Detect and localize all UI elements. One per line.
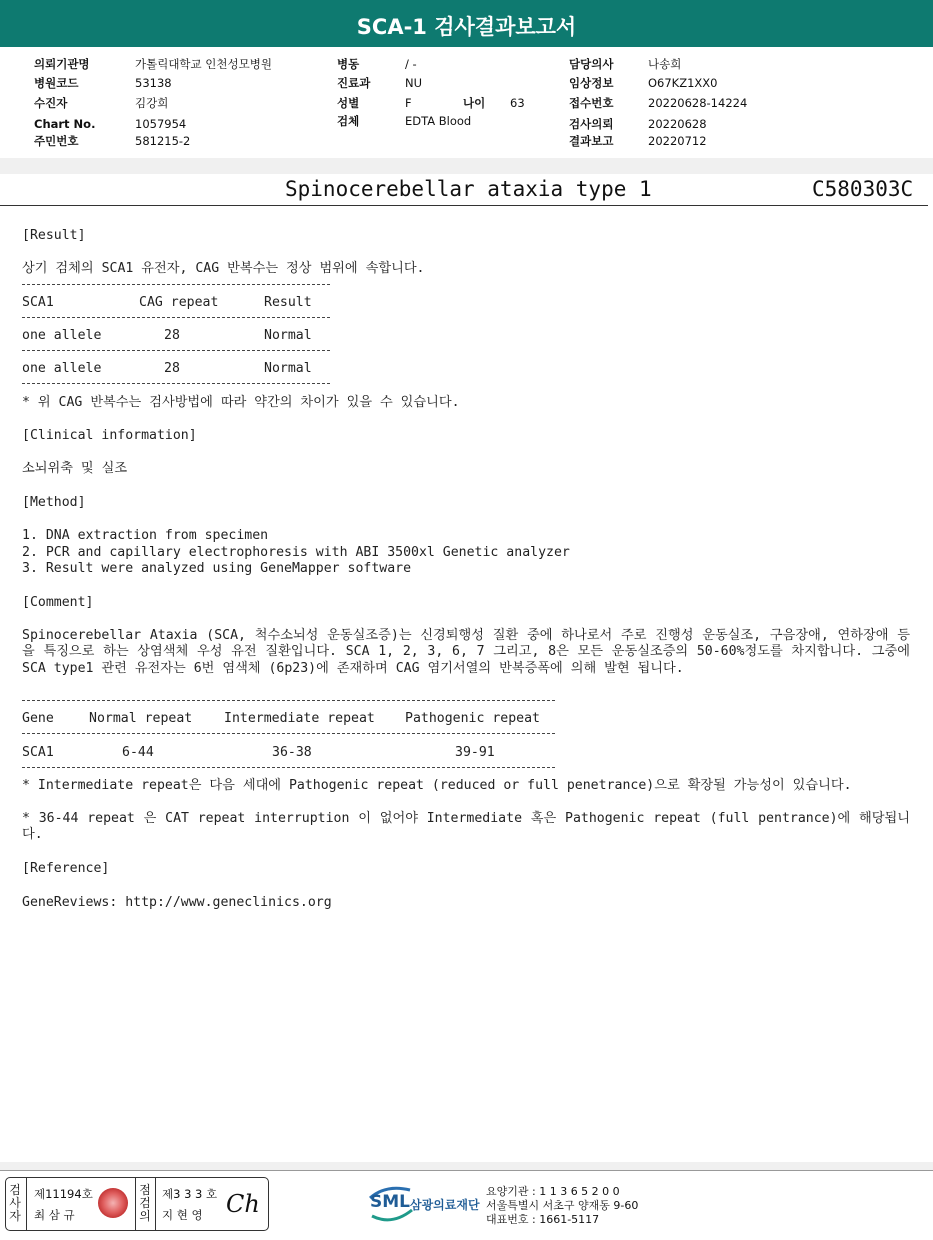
divider bbox=[22, 317, 330, 318]
divider bbox=[22, 700, 555, 701]
divider bbox=[22, 383, 330, 384]
test-name: Spinocerebellar ataxia type 1 bbox=[285, 177, 652, 201]
gene-col-intermediate: Intermediate repeat bbox=[224, 711, 375, 726]
value-clinical-info: O67KZ1XX0 bbox=[648, 76, 718, 90]
result-row2-result: Normal bbox=[264, 361, 312, 376]
sml-logo bbox=[366, 1184, 480, 1228]
institution-phone: 대표번호 : 1661-5117 bbox=[486, 1213, 600, 1226]
result-row2-repeat: 28 bbox=[164, 361, 180, 376]
footer-rule bbox=[0, 1170, 933, 1171]
tester-label: 검사자 bbox=[9, 1183, 21, 1223]
value-department: NU bbox=[405, 76, 423, 90]
label-resident-no: 주민번호 bbox=[34, 134, 79, 148]
value-physician: 나송희 bbox=[648, 57, 682, 71]
method-step-3: 3. Result were analyzed using GeneMapper software bbox=[22, 561, 412, 576]
result-heading: [Result] bbox=[22, 228, 86, 243]
official-seal-icon bbox=[98, 1188, 128, 1218]
title-rule bbox=[0, 205, 928, 206]
reviewer-signature: Ch bbox=[226, 1190, 260, 1218]
signature-box bbox=[5, 1177, 269, 1231]
label-request-date: 검사의뢰 bbox=[569, 117, 614, 131]
result-summary: 상기 검체의 SCA1 유전자, CAG 반복수는 정상 범위에 속합니다. bbox=[22, 261, 425, 276]
value-requesting-institution: 가톨릭대학교 인천성모병원 bbox=[135, 57, 272, 71]
method-heading: [Method] bbox=[22, 495, 86, 510]
divider bbox=[22, 733, 555, 734]
label-physician: 담당의사 bbox=[569, 57, 614, 71]
value-specimen: EDTA Blood bbox=[405, 114, 472, 128]
value-resident-no: 581215-2 bbox=[135, 134, 191, 148]
gene-row-gene: SCA1 bbox=[22, 745, 54, 760]
reviewer-name: 지 현 영 bbox=[162, 1208, 203, 1222]
value-patient: 김강희 bbox=[135, 96, 169, 110]
divider bbox=[135, 1178, 136, 1230]
comment-note-1: * Intermediate repeat은 다음 세대에 Pathogenic repeat (reduced or full penetrance)으로 확장될 가능성이 있습니다. bbox=[22, 778, 852, 793]
label-sex: 성별 bbox=[337, 96, 360, 110]
label-ward: 병동 bbox=[337, 57, 360, 71]
label-specimen: 검체 bbox=[337, 114, 360, 128]
method-step-1: 1. DNA extraction from specimen bbox=[22, 528, 269, 543]
gene-row-pathogenic: 39-91 bbox=[455, 745, 495, 760]
result-col-repeat: CAG repeat bbox=[139, 295, 219, 310]
result-note: * 위 CAG 반복수는 검사방법에 따라 약간의 차이가 있을 수 있습니다. bbox=[22, 395, 460, 410]
institution-code: 요양기관 : 1 1 3 6 5 2 0 0 bbox=[486, 1185, 620, 1198]
label-report-date: 결과보고 bbox=[569, 134, 614, 148]
reviewer-license: 제3 3 3 호 bbox=[162, 1187, 218, 1201]
result-row1-allele: one allele bbox=[22, 328, 102, 343]
value-report-date: 20220712 bbox=[648, 134, 707, 148]
institution-address: 서울특별시 서초구 양재동 9-60 bbox=[486, 1199, 639, 1212]
report-title: SCA-1 검사결과보고서 bbox=[356, 15, 577, 39]
divider bbox=[22, 350, 330, 351]
label-clinical-info: 임상정보 bbox=[569, 76, 614, 90]
comment-paragraph: Spinocerebellar Ataxia (SCA, 척수소뇌성 운동실조증)는 신경퇴행성 질환 중에 하나로서 주로 진행성 운동실조, 구음장애, 연하장애 등을 특징으로 하는 상염색체 우성 유전 질환입니다. SCA 1, 2, 3, 6, 7 그리고, 8은 모든 운동실조증의 50-60%정도를 차지합니다. 그중에 SCA type1 관련 유전자는 6번 염색체 (6p23)에 존재하며 CAG 염기서열의 반복증폭에 의해 발현 됩니다. bbox=[22, 628, 910, 676]
gene-col-normal: Normal repeat bbox=[89, 711, 193, 726]
report-title-bar bbox=[0, 0, 933, 47]
label-chart-no: Chart No. bbox=[34, 117, 96, 131]
tester-license: 제11194호 bbox=[34, 1187, 93, 1201]
method-step-2: 2. PCR and capillary electrophoresis with ABI 3500xl Genetic analyzer bbox=[22, 545, 570, 560]
test-code: C580303C bbox=[812, 177, 914, 201]
reference-heading: [Reference] bbox=[22, 861, 110, 876]
label-requesting-institution: 의뢰기관명 bbox=[34, 57, 90, 71]
value-age: 63 bbox=[510, 96, 525, 110]
org-name: 삼광의료재단 bbox=[410, 1198, 480, 1212]
label-accession-no: 접수번호 bbox=[569, 96, 614, 110]
value-request-date: 20220628 bbox=[648, 117, 707, 131]
gene-col-gene: Gene bbox=[22, 711, 54, 726]
result-row1-repeat: 28 bbox=[164, 328, 180, 343]
footer-band bbox=[0, 1162, 933, 1170]
divider bbox=[155, 1178, 156, 1230]
result-row2-allele: one allele bbox=[22, 361, 102, 376]
logo-text: SML bbox=[370, 1192, 410, 1212]
divider bbox=[22, 284, 330, 285]
result-col-result: Result bbox=[264, 295, 312, 310]
label-hospital-code: 병원코드 bbox=[34, 76, 79, 90]
value-chart-no: 1057954 bbox=[135, 117, 187, 131]
result-row1-result: Normal bbox=[264, 328, 312, 343]
value-accession-no: 20220628-14224 bbox=[648, 96, 748, 110]
gene-row-intermediate: 36-38 bbox=[272, 745, 312, 760]
gene-col-pathogenic: Pathogenic repeat bbox=[405, 711, 540, 726]
divider bbox=[26, 1178, 27, 1230]
value-ward: / - bbox=[405, 57, 417, 71]
gene-row-normal: 6-44 bbox=[122, 745, 154, 760]
label-patient: 수진자 bbox=[34, 96, 68, 110]
label-department: 진료과 bbox=[337, 76, 371, 90]
value-hospital-code: 53138 bbox=[135, 76, 172, 90]
divider bbox=[22, 767, 555, 768]
comment-note-2: * 36-44 repeat 은 CAT repeat interruption 이 없어야 Intermediate 혹은 Pathogenic repeat (full pentrance)에 해당됩니다. bbox=[22, 811, 910, 843]
label-age: 나이 bbox=[463, 96, 486, 110]
separator-band bbox=[0, 158, 933, 174]
result-col-gene: SCA1 bbox=[22, 295, 54, 310]
reference-text: GeneReviews: http://www.geneclinics.org bbox=[22, 895, 332, 910]
clinical-heading: [Clinical information] bbox=[22, 428, 197, 443]
tester-name: 최 삼 규 bbox=[34, 1208, 75, 1222]
reviewer-label: 점검의 bbox=[139, 1183, 151, 1223]
clinical-text: 소뇌위축 및 실조 bbox=[22, 461, 128, 476]
value-sex: F bbox=[405, 96, 412, 110]
comment-heading: [Comment] bbox=[22, 595, 94, 610]
